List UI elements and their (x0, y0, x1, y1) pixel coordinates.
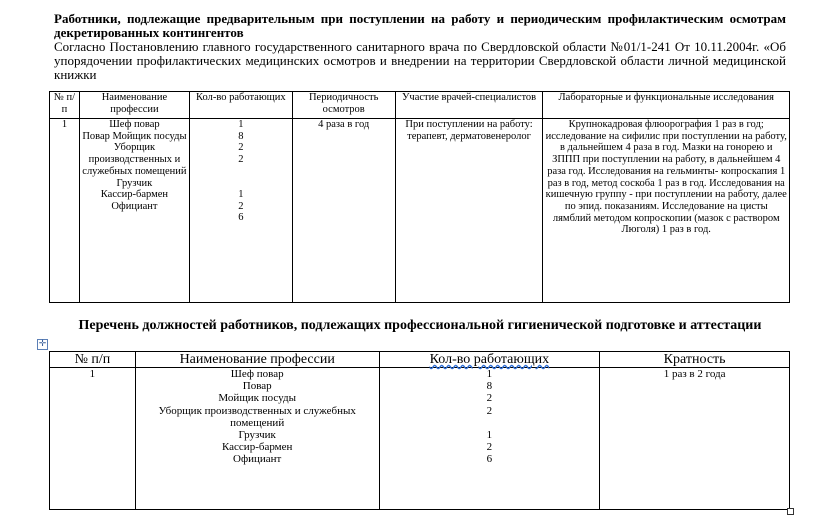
table-row (50, 119, 790, 303)
profession-item: Кассир-бармен (100, 189, 169, 201)
header-specialists: Участие врачей-специалистов (395, 92, 543, 119)
count-item: 2 (238, 154, 244, 166)
count-item: 2 (238, 200, 244, 212)
section-title: Перечень должностей работников, подлежащих профессиональной гигиенической подготовке и аттестации (78, 318, 762, 333)
periodicity-cell: 4 раза в год (292, 119, 395, 303)
count-item: 8 (486, 380, 493, 393)
profession-item: Шеф повар (109, 119, 160, 130)
row-num: 1 (50, 119, 80, 303)
profession-list (135, 368, 379, 510)
profession-list (79, 119, 189, 303)
profession-item: Уборщик производственных и служебных помещений (158, 404, 356, 429)
profession-item: Кассир-бармен (221, 441, 293, 454)
count-list (189, 119, 292, 303)
profession-item: Повар Мойщик посуды (82, 130, 187, 142)
count-item: 1 (486, 368, 493, 380)
header-count (379, 352, 600, 368)
lab-cell: Крупнокадровая флюорография 1 раз в год; исследование на сифилис при поступлении на работу, в дальнейшем 4 раза в год. Мазки на гонорею и ЗППП при поступлении на работу, в дальнейшем 4 раза год. Исследования на гельминты- копроскапия 1 раз в год, метод соскоба 1 раз в год. Исследования на кишечную группу - при поступлении на работу, далее по эпид. показаниям. Исследование на цисты лямблий методом копроскопии (мазок с раствором Люголя) 1 раз в год. (543, 119, 790, 303)
count-item: 1 (238, 119, 244, 130)
count-item: 8 (238, 130, 244, 142)
header-profession: Наименование профессии (79, 92, 189, 119)
header-lab: Лабораторные и функциональные исследования (543, 92, 790, 119)
header-profession: Наименование профессии (135, 352, 379, 368)
count-item: 2 (486, 392, 493, 405)
profession-item: Официант (111, 200, 158, 212)
header-num: № п/п (50, 92, 80, 119)
specialists-cell: При поступлении на работу: терапевт, дерматовенеролог (395, 119, 543, 303)
count-item: 6 (486, 453, 493, 466)
count-list (379, 368, 600, 510)
table-row (50, 368, 790, 510)
count-item: 2 (486, 441, 493, 454)
header-num: № п/п (50, 352, 136, 368)
training-table (49, 351, 790, 510)
heading-intro: Согласно Постановлению главного государственного санитарного врача по Свердловской области №01/1-241 От 10.11.2004г. «Об упорядочении профилактических медицинских осмотров и внедрении на территории Свердловской области личной медицинской книжки (54, 39, 786, 82)
row-num: 1 (50, 368, 136, 510)
count-item: 2 (486, 404, 493, 417)
table-resize-handle-icon[interactable] (787, 508, 794, 515)
count-item: 1 (238, 188, 244, 200)
profession-item: Шеф повар (230, 368, 284, 380)
document-heading (54, 12, 786, 82)
table-header-row (50, 92, 790, 119)
profession-item: Мойщик посуды (218, 392, 296, 405)
profession-item: Повар (242, 380, 272, 393)
checkup-table (49, 91, 790, 303)
header-periodicity: Периодичность осмотров (292, 92, 395, 119)
header-count-label: Кол-во работающих (429, 352, 550, 367)
profession-item: Уборщик производственных и служебных помещений (82, 142, 187, 177)
table-header-row (50, 352, 790, 368)
count-item: 1 (486, 428, 493, 441)
profession-item: Грузчик (238, 429, 276, 442)
heading-title: Работники, подлежащие предварительным при поступлении на работу и периодическим профилактическим осмотрам декретированных контингентов (54, 11, 786, 40)
header-count: Кол-во работающих (189, 92, 292, 119)
count-item: 2 (238, 142, 244, 154)
profession-item: Грузчик (116, 177, 153, 189)
profession-item: Официант (233, 453, 282, 466)
frequency-cell: 1 раз в 2 года (600, 368, 790, 510)
table-move-handle-icon[interactable]: ✛ (38, 339, 47, 349)
header-frequency: Кратность (600, 352, 790, 368)
count-item: 6 (238, 212, 244, 224)
